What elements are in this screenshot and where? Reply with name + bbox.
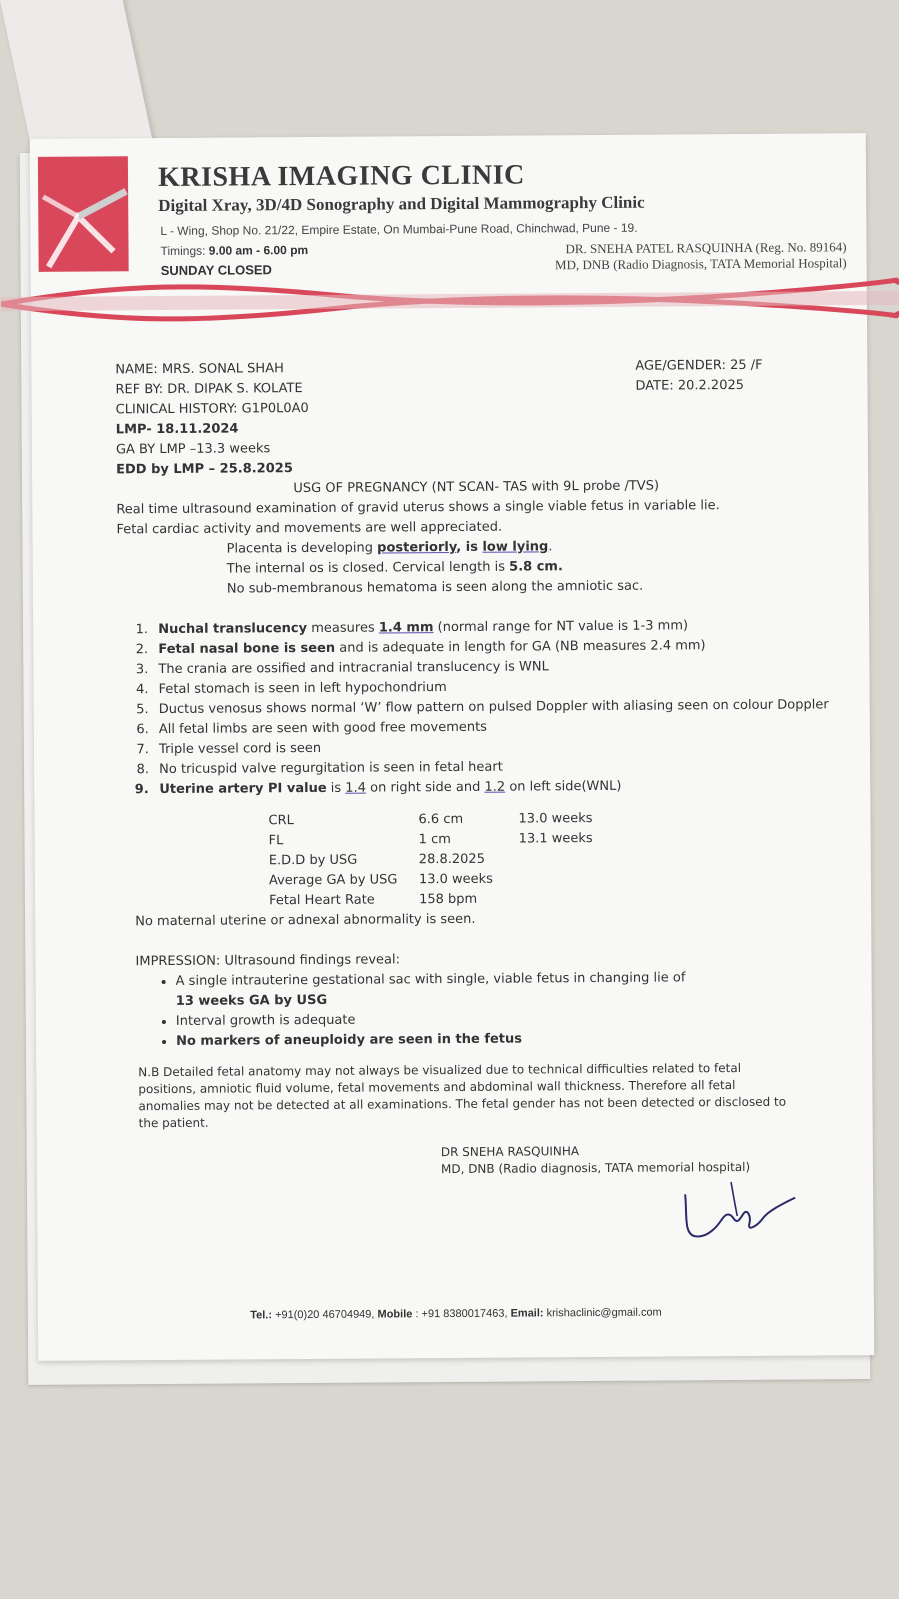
internal-os-text: The internal os is closed. Cervical length is	[226, 559, 510, 577]
measurement-label: E.D.D by USG	[268, 852, 358, 869]
impression-item-3: • No markers of aneuploidy are seen in the fetus	[176, 1027, 840, 1052]
placenta-position: posteriorly	[377, 539, 457, 556]
mobile-label: Mobile	[377, 1308, 413, 1321]
tel-number: +91(0)20 46704949,	[271, 1308, 378, 1322]
finding-1-text: measures	[307, 620, 379, 637]
cervical-length: 5.8 cm.	[509, 559, 563, 575]
ga-by-lmp: GA BY LMP –13.3 weeks	[115, 441, 271, 458]
timings-value: 9.00 am - 6.00 pm	[208, 242, 309, 258]
findings-list	[117, 615, 838, 800]
report-date: DATE: 20.2.2025	[635, 377, 745, 394]
finding-1-range: (normal range for NT value is 1-3 mm)	[433, 618, 689, 636]
impression-item-1	[176, 967, 840, 1012]
signatory-qualification: MD, DNB (Radio diagnosis, TATA memorial hospital)	[440, 1159, 751, 1177]
measurement-label: Average GA by USG	[268, 872, 398, 889]
timings-label: Timings:	[160, 243, 206, 259]
measurement-weeks: 13.0 weeks	[518, 811, 593, 827]
finding-2-label: Fetal nasal bone is seen	[158, 640, 336, 658]
signatory-name: DR SNEHA RASQUINHA	[440, 1144, 580, 1160]
finding-5: 5. Ductus venosus shows normal ‘W’ flow pattern on pulsed Doppler with aliasing seen on colour Doppler	[153, 695, 838, 720]
measurement-value: 158 bpm	[419, 891, 478, 908]
measurement-label: CRL	[268, 813, 294, 829]
impression-item-2: • Interval growth is adequate	[176, 1007, 840, 1032]
measurement-label: FL	[268, 833, 284, 849]
hematoma-line: No sub-membranous hematoma is seen along the amniotic sac.	[226, 578, 644, 597]
measurement-weeks: 13.1 weeks	[518, 831, 593, 847]
finding-9	[153, 775, 838, 800]
clinic-address: L - Wing, Shop No. 21/22, Empire Estate, On Mumbai-Pune Road, Chinchwad, Pune - 19.	[160, 220, 638, 239]
finding-2-text: and is adequate in length for GA (NB measures 2.4 mm)	[335, 638, 706, 656]
placenta-low-lying: low lying	[482, 539, 549, 555]
finding-9-text-3: on left side(WNL)	[505, 778, 622, 795]
clinic-name: KRISHA IMAGING CLINIC	[157, 159, 525, 194]
finding-8: 8. No tricuspid valve regurgitation is seen in fetal heart	[153, 755, 838, 780]
email-address: krishaclinic@gmail.com	[543, 1306, 662, 1320]
impression-1-text: A single intrauterine gestational sac with single, viable fetus in changing lie of	[175, 970, 686, 989]
report-line-1: Real time ultrasound examination of gravid uterus shows a single viable fetus in variable lie.	[116, 498, 720, 518]
finding-9-text: is	[326, 780, 346, 796]
header-doctor-qualification: MD, DNB (Radio Diagnosis, TATA Memorial Hospital)	[554, 255, 847, 273]
email-label: Email:	[510, 1307, 544, 1320]
measurement-value: 13.0 weeks	[418, 871, 493, 888]
referred-by: REF BY: DR. DIPAK S. KOLATE	[115, 381, 303, 398]
placenta-text-e: .	[548, 539, 553, 555]
measurement-label: Fetal Heart Rate	[269, 892, 375, 909]
impression-heading: IMPRESSION: Ultrasound findings reveal:	[135, 952, 401, 970]
clinic-subtitle: Digital Xray, 3D/4D Sonography and Digital Mammography Clinic	[158, 192, 645, 216]
edd-by-lmp: EDD by LMP – 25.8.2025	[116, 461, 293, 478]
lmp: LMP- 18.11.2024	[115, 421, 239, 438]
measurement-value: 6.6 cm	[418, 811, 464, 828]
measurement-value: 1 cm	[418, 832, 451, 848]
finding-4: 4. Fetal stomach is seen in left hypochondrium	[153, 675, 838, 700]
report-sheet	[30, 133, 875, 1361]
finding-1-label: Nuchal translucency	[158, 621, 308, 638]
report-title: USG OF PREGNANCY (NT SCAN- TAS with 9L probe /TVS)	[293, 478, 660, 497]
footer-contact	[38, 1305, 874, 1323]
finding-3: 3. The crania are ossified and intracranial translucency is WNL	[152, 655, 837, 680]
report-body	[115, 355, 841, 1180]
maternal-note: No maternal uterine or adnexal abnormality is seen.	[135, 911, 476, 930]
clinic-logo	[38, 156, 129, 272]
disclaimer-note: N.B Detailed fetal anatomy may not always be visualized due to technical difficulties related to fetal positions, amniotic fluid volume, fetal movements and abdominal wall thickness. Therefore all fetal anomalies may not be detected at all examinations. The fetal gender has not been detected or disclosed to the patient.	[138, 1060, 787, 1131]
sunday-closed: SUNDAY CLOSED	[160, 262, 272, 279]
nt-value: 1.4 mm	[378, 620, 434, 636]
measurement-value: 28.8.2025	[418, 851, 486, 868]
header-ribbon	[1, 273, 899, 329]
patient-age-gender: AGE/GENDER: 25 /F	[635, 357, 763, 374]
pi-right: 1.4	[345, 780, 367, 796]
mobile-number: : +91 8380017463,	[412, 1307, 511, 1321]
header-doctor-name: DR. SNEHA PATEL RASQUINHA (Reg. No. 89164)	[565, 239, 847, 257]
finding-9-label: Uterine artery PI value	[159, 780, 327, 798]
patient-name: NAME: MRS. SONAL SHAH	[115, 361, 284, 378]
report-line-2: Fetal cardiac activity and movements are well appreciated.	[116, 519, 503, 538]
pi-left: 1.2	[484, 779, 506, 795]
placenta-text-a: Placenta is developing	[226, 540, 378, 557]
finding-7: 7. Triple vessel cord is seen	[153, 735, 838, 760]
tel-label: Tel.:	[250, 1309, 273, 1322]
doctor-signature	[677, 1174, 797, 1245]
measurement-row	[269, 887, 839, 911]
impression-1-ga: 13 weeks GA by USG	[175, 992, 328, 1009]
measurements-table	[268, 807, 839, 911]
impression-list	[120, 967, 841, 1052]
clinic-timings	[160, 243, 308, 258]
finding-9-text-2: on right side and	[365, 779, 485, 796]
placenta-text-c: , is	[456, 539, 483, 555]
clinical-history: CLINICAL HISTORY: G1P0L0A0	[115, 400, 309, 418]
finding-6: 6. All fetal limbs are seen with good free movements	[153, 715, 838, 740]
